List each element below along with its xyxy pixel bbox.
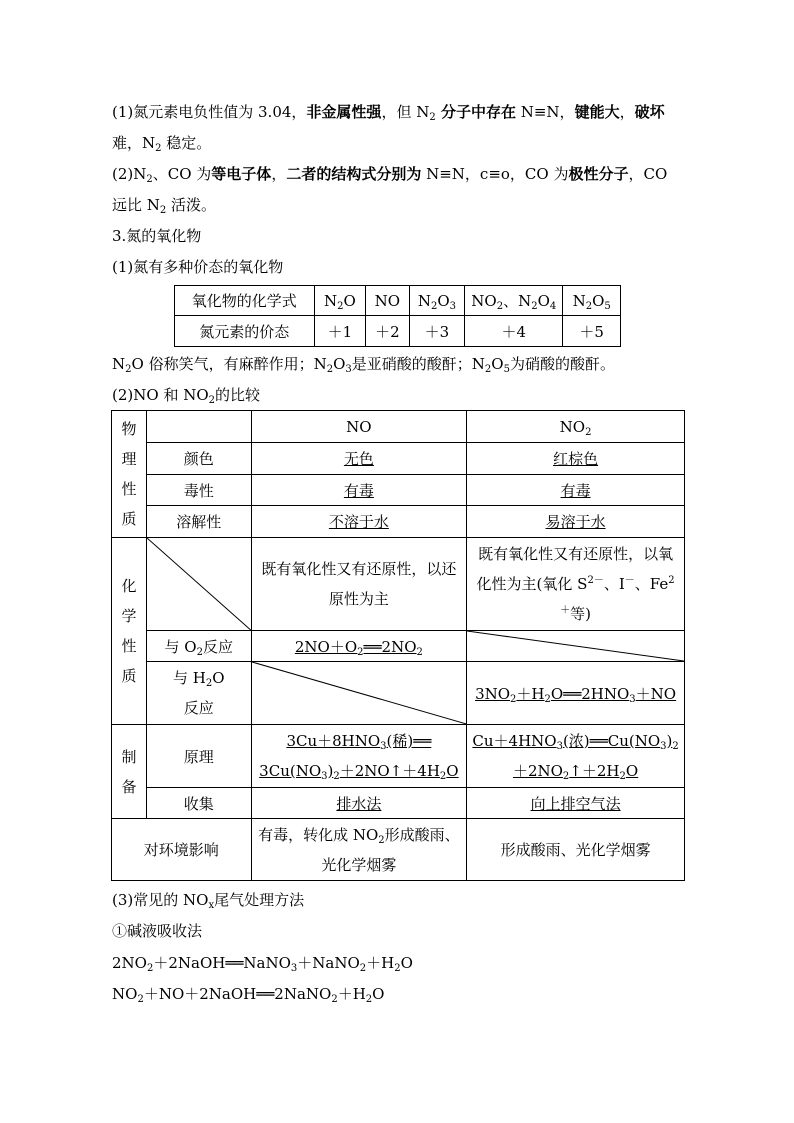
comparison-table xyxy=(111,410,685,881)
table-cell: $N_2O_3$ xyxy=(409,286,465,316)
row-label: 与 $H_2O$ 反应 xyxy=(146,662,251,725)
table-cell: 既有氧化性又有还原性，以还原性为主 xyxy=(251,538,467,631)
table-row xyxy=(112,631,685,662)
text: 活泼。 xyxy=(166,196,217,214)
row-label: 与 $O_2$反应 xyxy=(146,631,251,662)
table-header-cell: 氮元素的价态 xyxy=(175,316,315,347)
paragraph-2-line-2 xyxy=(112,195,216,215)
diagonal-empty-cell xyxy=(251,662,467,725)
table-cell: 有毒 xyxy=(251,475,467,506)
table-row xyxy=(112,788,685,819)
text: N≡N，c≡o，CO 为 xyxy=(421,165,569,183)
bold-text: 键能大 xyxy=(574,103,620,121)
text: 稳定。 xyxy=(161,134,212,152)
row-label: 原理 xyxy=(146,725,251,788)
equation-1: $2NO_2+2NaOH══NaNO_3+NaNO_2+H_2O$ xyxy=(112,954,413,974)
table-cell: 既有氧化性又有还原性，以氧化性为主(氧化 $S^{2-}$、I－、$Fe^{2+}$等) xyxy=(467,538,685,631)
table-cell: ＋4 xyxy=(465,316,563,347)
table-cell: ＋3 xyxy=(409,316,465,347)
table-cell: 无色 xyxy=(251,443,467,475)
table-cell: ＋5 xyxy=(563,316,621,347)
bold-text: 非金属性强 xyxy=(306,103,382,121)
table-cell: $3Cu+8HNO_3$(稀)══ $3Cu(NO_3)_2+2NO↑+4H_2O$ xyxy=(251,725,467,788)
paragraph-1-line-2 xyxy=(112,133,211,153)
text: ， xyxy=(559,103,575,121)
text: (1)氮元素电负性值为 3.04， xyxy=(112,103,307,121)
diagonal-line xyxy=(467,631,684,661)
table-header-cell: 氧化物的化学式 xyxy=(175,286,315,316)
row-label: 颜色 xyxy=(146,443,251,475)
preparation-label: 制 备 xyxy=(112,725,147,819)
paragraph-2-line-1 xyxy=(112,164,667,184)
row-label: 毒性 xyxy=(146,475,251,506)
diagonal-line xyxy=(252,662,467,724)
table-cell: 形成酸雨、光化学烟雾 xyxy=(467,819,685,881)
alkali-absorption-title: ①碱液吸收法 xyxy=(112,922,203,940)
column-header-no: NO xyxy=(251,411,467,443)
diagonal-empty-cell xyxy=(467,631,685,662)
table-cell: 有毒 xyxy=(467,475,685,506)
table-row xyxy=(112,662,685,725)
row-label: 溶解性 xyxy=(146,506,251,538)
table-row xyxy=(112,443,685,475)
table-row xyxy=(112,475,685,506)
table-cell: 有毒，转化成 $NO_2$形成酸雨、光化学烟雾 xyxy=(251,819,467,881)
table-cell: $Cu+4HNO_3$(浓)$══Cu(NO_3)_2$ $+2NO_2↑+2H_2O$ xyxy=(467,725,685,788)
table-row xyxy=(112,506,685,538)
comparison-subtitle: (2)NO 和 $NO_2$的比较 xyxy=(112,386,261,406)
text: ，CO xyxy=(628,165,668,183)
text: ， xyxy=(271,165,287,183)
table-cell: 易溶于水 xyxy=(467,506,685,538)
text: 难，N xyxy=(112,134,156,152)
empty-header-cell xyxy=(146,411,251,443)
table-row xyxy=(112,819,685,881)
table-row xyxy=(112,538,685,631)
table-cell: $N_2O$ xyxy=(314,286,366,316)
table-cell: $2NO+O_2══2NO_2$ xyxy=(251,631,467,662)
row-label: 对环境影响 xyxy=(112,819,252,881)
table-cell: NO xyxy=(366,286,409,316)
nox-treatment-subtitle: (3)常见的 $NO_x$尾气处理方法 xyxy=(112,891,305,911)
paragraph-4: $N_2O$ 俗称笑气，有麻醉作用；$N_2O_3$是亚硝酸的酸酐；$N_2O_5$为硝酸的酸酐。 xyxy=(112,355,615,375)
text: 、CO 为 xyxy=(152,165,212,183)
bold-text: 分子中存在 xyxy=(435,103,516,121)
oxide-subtitle: (1)氮有多种价态的氧化物 xyxy=(112,258,284,276)
paragraph-1-line-1 xyxy=(112,102,665,122)
diagonal-empty-cell xyxy=(146,538,251,631)
bold-text: 极性分子 xyxy=(568,165,629,183)
row-label: 收集 xyxy=(146,788,251,819)
table-cell: $3NO_2+H_2O══2HNO_3+NO$ xyxy=(467,662,685,725)
table-cell: 红棕色 xyxy=(467,443,685,475)
bold-text: 破坏 xyxy=(634,103,665,121)
text: (2)N xyxy=(112,165,147,183)
subscript: 2 xyxy=(159,205,167,216)
diagonal-line xyxy=(147,538,251,630)
table-cell: ＋1 xyxy=(314,316,366,347)
text: 远比 N xyxy=(112,196,160,214)
oxide-table xyxy=(174,285,621,347)
table-cell: ＋2 xyxy=(366,316,409,347)
subscript: 2 xyxy=(429,112,436,123)
text: ， xyxy=(619,103,635,121)
table-cell: 不溶于水 xyxy=(251,506,467,538)
table-cell: $N_2O_5$ xyxy=(563,286,621,316)
table-cell: 向上排空气法 xyxy=(467,788,685,819)
text: ，但 N xyxy=(381,103,430,121)
table-cell: 排水法 xyxy=(251,788,467,819)
table-cell: $NO_2$、$N_2O_4$ xyxy=(465,286,563,316)
column-header-no2: $NO_2$ xyxy=(467,411,685,443)
physical-properties-label: 物 理 性 质 xyxy=(112,411,147,538)
section-3-title: 3.氮的氧化物 xyxy=(112,227,202,245)
table-row xyxy=(175,316,621,347)
text: N≡N xyxy=(515,103,560,121)
equation-2: $NO_2+NO+2NaOH══2NaNO_2+H_2O$ xyxy=(112,985,385,1005)
chemical-properties-label: 化 学 性 质 xyxy=(112,538,147,725)
bold-text: 等电子体 xyxy=(211,165,272,183)
table-row xyxy=(112,411,685,443)
subscript: 2 xyxy=(146,174,153,185)
subscript: 2 xyxy=(155,143,162,154)
table-row xyxy=(175,286,621,316)
table-row xyxy=(112,725,685,788)
bold-text: 二者的结构式分别为 xyxy=(286,165,422,183)
